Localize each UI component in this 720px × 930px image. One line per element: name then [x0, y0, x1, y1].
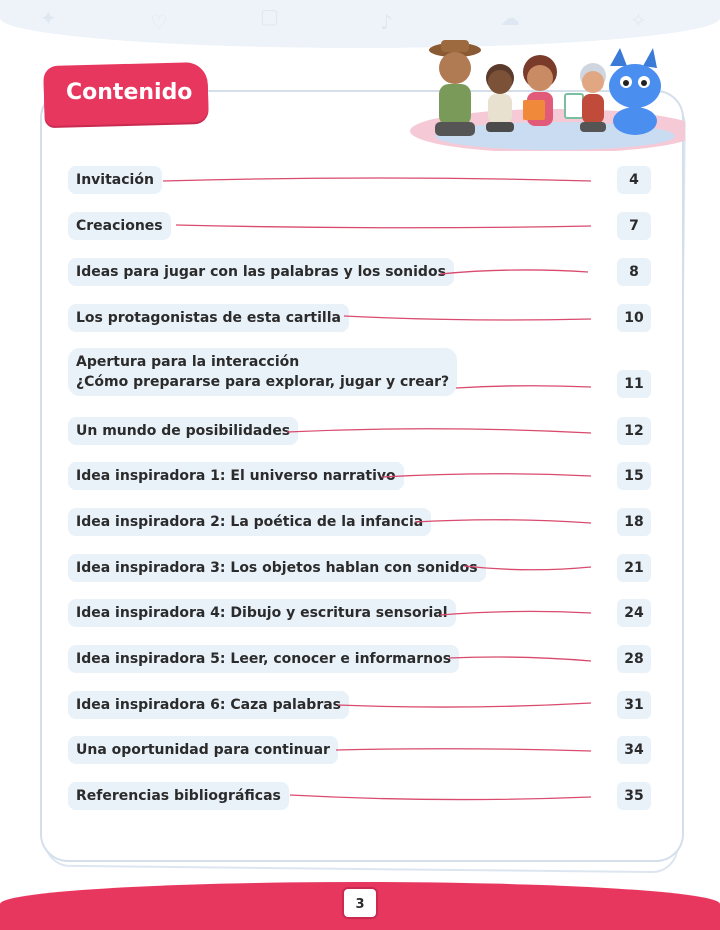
star-doodle-icon: ✦ — [40, 6, 57, 30]
toc-leader-line — [382, 471, 591, 481]
child-reading-icon — [523, 55, 583, 126]
toc-page-number: 4 — [617, 166, 651, 194]
cloud-doodle-icon: ☁ — [500, 6, 520, 30]
toc-leader-line — [344, 313, 591, 323]
toc-page-number: 8 — [617, 258, 651, 286]
toc-entry-label — [68, 348, 457, 396]
toc-leader-line — [440, 608, 591, 618]
toc-page-number: 34 — [617, 736, 651, 764]
toc-entry-label: Referencias bibliográficas — [68, 782, 289, 810]
toc-leader-line — [163, 175, 591, 185]
toc-entry-label: Idea inspiradora 6: Caza palabras — [68, 691, 349, 719]
toc-leader-line — [338, 700, 591, 710]
toc-entry-label: Idea inspiradora 1: El universo narrativo — [68, 462, 404, 490]
square-doodle-icon: ▢ — [260, 4, 279, 28]
toc-page-number: 7 — [617, 212, 651, 240]
toc-page-number: 11 — [617, 370, 651, 398]
toc-leader-line — [336, 745, 591, 755]
music-doodle-icon: ♪ — [380, 10, 393, 34]
toc-leader-line — [464, 563, 591, 573]
children-characters-illustration — [405, 36, 685, 151]
toc-page-number: 24 — [617, 599, 651, 627]
toc-entry-label: Idea inspiradora 3: Los objetos hablan con sonidos — [68, 554, 486, 582]
toc-entry-label: Los protagonistas de esta cartilla — [68, 304, 349, 332]
toc-leader-line — [290, 791, 591, 801]
toc-page-number: 10 — [617, 304, 651, 332]
toc-page-number: 18 — [617, 508, 651, 536]
star-doodle-icon: ✧ — [630, 8, 647, 32]
toc-leader-line — [449, 654, 591, 664]
toc-entry-label: Idea inspiradora 4: Dibujo y escritura sensorial — [68, 599, 456, 627]
toc-entry-label-line-1: Apertura para la interacción — [76, 354, 300, 370]
toc-leader-line — [415, 517, 591, 527]
toc-leader-line — [287, 426, 591, 436]
page-number: 3 — [342, 887, 378, 919]
page-title: Contenido — [66, 80, 193, 105]
toc-entry-label-line-2: ¿Cómo prepararse para explorar, jugar y crear? — [76, 374, 450, 390]
toc-page-number: 12 — [617, 417, 651, 445]
toc-leader-line — [440, 267, 588, 277]
toc-entry-label: Idea inspiradora 2: La poética de la infancia — [68, 508, 431, 536]
toc-page-number: 21 — [617, 554, 651, 582]
toc-page-number: 15 — [617, 462, 651, 490]
toc-entry-label: Creaciones — [68, 212, 171, 240]
blue-monster-icon — [609, 48, 661, 135]
toc-entry-label: Un mundo de posibilidades — [68, 417, 298, 445]
toc-page-number: 28 — [617, 645, 651, 673]
toc-leader-line — [456, 382, 591, 392]
heart-doodle-icon: ♡ — [150, 10, 168, 34]
toc-leader-line — [176, 221, 591, 231]
toc-page-number: 35 — [617, 782, 651, 810]
toc-page-number: 31 — [617, 691, 651, 719]
toc-entry-label: Invitación — [68, 166, 162, 194]
toc-entry-label: Ideas para jugar con las palabras y los sonidos — [68, 258, 454, 286]
toc-entry-label: Idea inspiradora 5: Leer, conocer e informarnos — [68, 645, 459, 673]
toc-entry-label: Una oportunidad para continuar — [68, 736, 338, 764]
